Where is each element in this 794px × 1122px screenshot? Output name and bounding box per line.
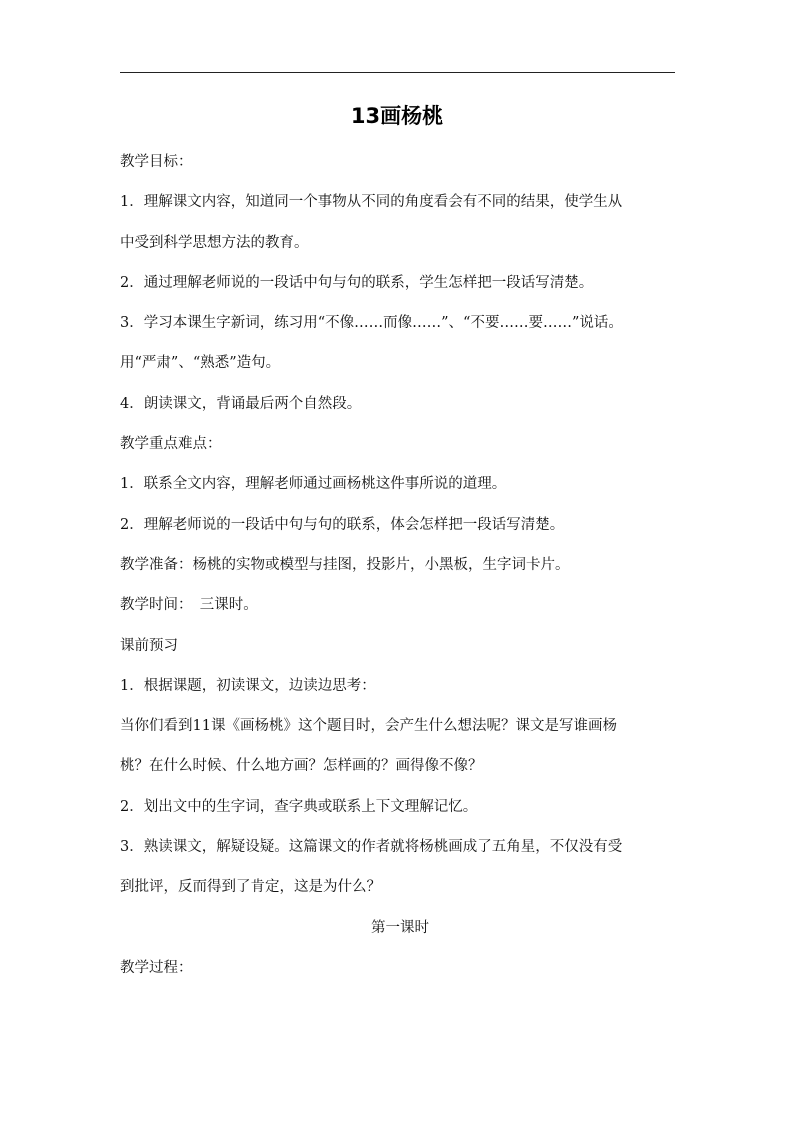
text-line: 教学目标：: [120, 154, 193, 170]
text-line: 课前预习: [120, 637, 178, 654]
text-line: 2．通过理解老师说的一段话中句与句的联系，学生怎样把一段话写清楚。: [120, 274, 594, 291]
document-body: [120, 142, 680, 988]
text-line: 桃？在什么时候、什么地方画？怎样画的？画得像不像？: [120, 758, 483, 775]
text-line: 教学时间： 三课时。: [120, 597, 258, 614]
text-line: 3．熟读课文，解疑设疑。这篇课文的作者就将杨桃画成了五角星，不仅没有受: [120, 839, 623, 856]
text-line: 2．划出文中的生字词，查字典或联系上下文理解记忆。: [120, 798, 478, 815]
text-line: 4．朗读课文，背诵最后两个自然段。: [120, 395, 362, 412]
text-line: 1．联系全文内容，理解老师通过画杨桃这件事所说的道理。: [120, 476, 507, 493]
section-heading: 第一课时: [371, 919, 429, 936]
document-title: 13画杨桃: [350, 104, 444, 128]
text-line: 教学准备：杨桃的实物或模型与挂图，投影片，小黑板，生字词卡片。: [120, 556, 570, 573]
text-line: 1．根据课题，初读课文，边读边思考：: [120, 677, 376, 694]
text-line: 2．理解老师说的一段话中句与句的联系，体会怎样把一段话写清楚。: [120, 516, 565, 533]
text-line: 当你们看到11课《画杨桃》这个题目时，会产生什么想法呢？课文是写谁画杨: [120, 718, 617, 735]
text-line: 到批评，反而得到了肯定，这是为什么？: [120, 879, 381, 896]
text-line: 教学重点难点：: [120, 436, 222, 453]
text-line: 用“严肃”、“熟悉”造句。: [120, 355, 281, 372]
text-line: 教学过程：: [120, 959, 193, 976]
text-line: 中受到科学思想方法的教育。: [120, 234, 309, 251]
text-line: 1．理解课文内容，知道同一个事物从不同的角度看会有不同的结果，使学生从: [120, 194, 623, 211]
text-line: 3．学习本课生字新词，练习用“不像……而像……”、“不要……要……”说话。: [120, 315, 623, 332]
header-rule: [120, 72, 675, 73]
